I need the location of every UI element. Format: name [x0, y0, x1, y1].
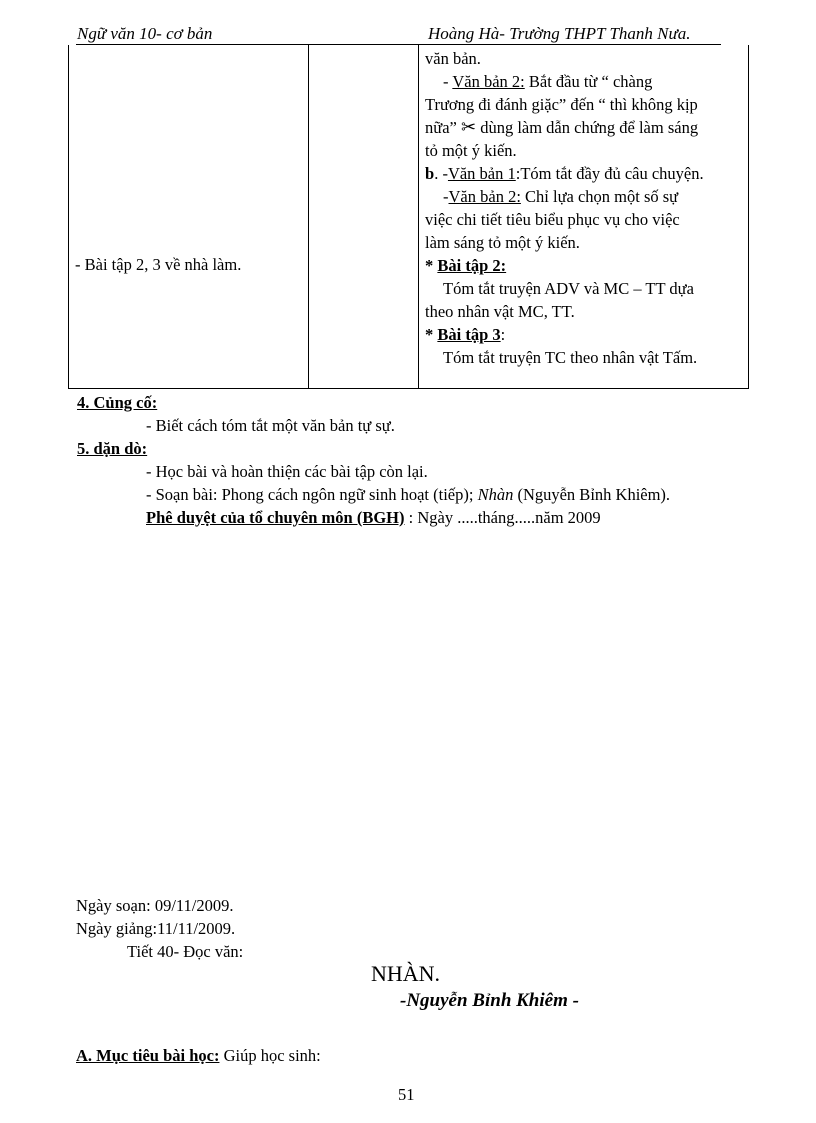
lesson-table: [68, 45, 749, 389]
cungco-line: - Biết cách tóm tắt một văn bản tự sự.: [146, 416, 395, 435]
ngay-soan: Ngày soạn: 09/11/2009.: [76, 896, 234, 915]
col3-line: Tóm tắt truyện TC theo nhân vật Tấm.: [443, 348, 698, 367]
page-number: 51: [398, 1085, 415, 1104]
ngay-giang: Ngày giảng:11/11/2009.: [76, 919, 236, 938]
dando-heading: 5. dặn dò:: [77, 439, 148, 458]
objective-line: A. Mục tiêu bài học: Giúp học sinh:: [76, 1046, 321, 1065]
table-col1-text: - Bài tập 2, 3 về nhà làm.: [75, 255, 242, 274]
col3-line: làm sáng tỏ một ý kiến.: [425, 233, 580, 252]
col3-line: Trương đi đánh giặc” đến “ thì không kịp: [425, 95, 698, 114]
col3-line: nữa” ✂ dùng làm dẫn chứng để làm sáng: [425, 117, 699, 137]
approval-line: Phê duyệt của tổ chuyên môn (BGH) : Ngày .....tháng.....năm 2009: [146, 508, 601, 527]
col3-line: - Văn bản 2: Bắt đầu từ “ chàng: [443, 72, 653, 91]
table-divider-1: [308, 45, 309, 388]
col3-line: việc chi tiết tiêu biểu phục vụ cho việc: [425, 210, 680, 229]
col3-line: * Bài tập 2:: [425, 256, 507, 275]
col3-line: theo nhân vật MC, TT.: [425, 302, 575, 321]
table-col3-content: [425, 47, 745, 369]
col3-line: * Bài tập 3:: [425, 325, 506, 344]
tiet-label: Tiết 40- Đọc văn:: [127, 942, 244, 961]
col3-line: tỏ một ý kiến.: [425, 141, 517, 160]
lesson-author: -Nguyễn Bỉnh Khiêm -: [400, 990, 579, 1011]
page-header-left: Ngữ văn 10- cơ bản: [77, 24, 213, 43]
dando-line: - Học bài và hoàn thiện các bài tập còn lại.: [146, 462, 428, 481]
col3-line: b. -Văn bản 1:Tóm tắt đầy đủ câu chuyện.: [425, 164, 704, 183]
col3-line: -Văn bản 2: Chỉ lựa chọn một số sự: [443, 187, 679, 206]
page-header-right: Hoàng Hà- Trường THPT Thanh Nưa.: [428, 24, 691, 43]
col3-line: văn bản.: [425, 49, 481, 68]
lesson-title: NHÀN.: [371, 961, 441, 986]
col3-line: Tóm tắt truyện ADV và MC – TT dựa: [443, 279, 694, 298]
cungco-heading: 4. Củng cố:: [77, 393, 158, 412]
scissors-icon: ✂: [460, 117, 477, 137]
table-divider-2: [418, 45, 419, 388]
dando-line: - Soạn bài: Phong cách ngôn ngữ sinh hoạt (tiếp); Nhàn (Nguyễn Bỉnh Khiêm).: [146, 485, 671, 504]
